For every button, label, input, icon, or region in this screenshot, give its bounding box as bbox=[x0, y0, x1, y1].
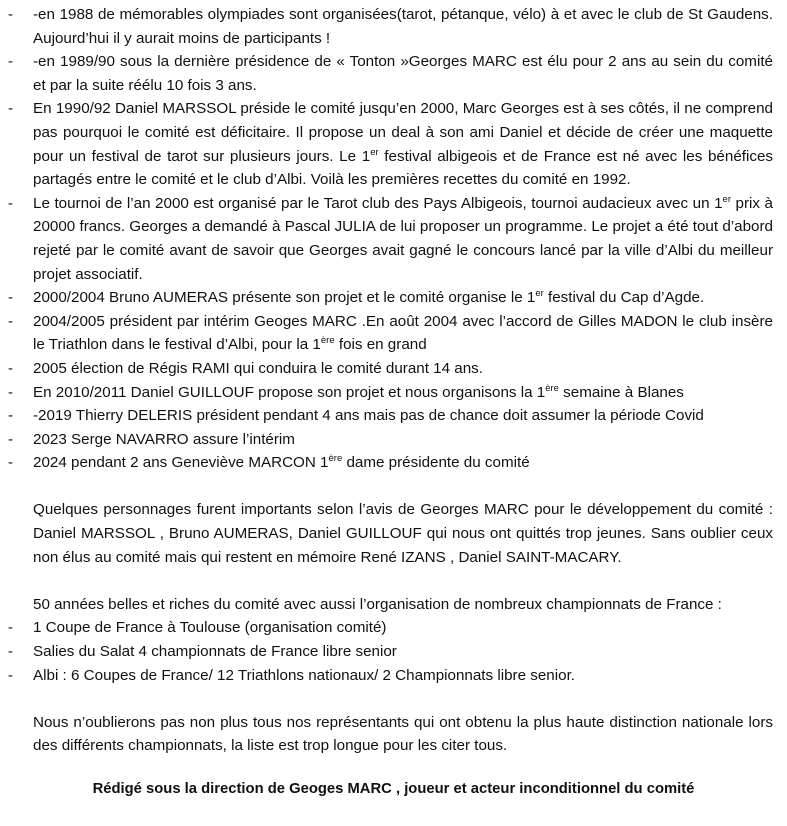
bullet-dash: - bbox=[8, 53, 14, 71]
history-text: festival albigeois et de France est né avec les bénéfices partagés entre le comité et le club d’Albi. Voilà les premières recettes du comité en 1992. bbox=[33, 147, 773, 189]
bullet-dash: - bbox=[8, 289, 14, 307]
bullet-dash: - bbox=[8, 312, 14, 330]
history-text: En 1990/92 Daniel MARSSOL préside le comité jusqu’en 2000, Marc Georges est à ses côtés, il ne comprend pas pourquoi le comité est déficitaire. Il propose un deal à son ami Daniel et décide de créer une maquette pour un festival de tarot sur plusieurs jours. Le 1 bbox=[33, 100, 773, 165]
bullet-dash: - bbox=[8, 359, 14, 377]
ordinal-superscript: er bbox=[370, 146, 379, 158]
bullet-dash: - bbox=[8, 430, 14, 448]
history-list-item bbox=[0, 381, 787, 405]
history-text: 2005 élection de Régis RAMI qui conduira le comité durant 14 ans. bbox=[33, 359, 483, 377]
history-text: Le tournoi de l’an 2000 est organisé par le Tarot club des Pays Albigeois, tournoi audacieux avec un 1 bbox=[33, 194, 723, 212]
championships-intro: 50 années belles et riches du comité avec aussi l’organisation de nombreux championnats de France : bbox=[33, 595, 722, 613]
signature-line: Rédigé sous la direction de Geoges MARC , joueur et acteur inconditionnel du comité bbox=[92, 781, 695, 797]
document-body bbox=[0, 3, 787, 802]
history-text: En 2010/2011 Daniel GUILLOUF propose son projet et nous organisons la 1 bbox=[33, 383, 546, 401]
closing-paragraph: Nous n’oublierons pas non plus tous nos représentants qui ont obtenu la plus haute distinction nationale lors des différents championnats, la liste est trop longue pour les citer tous. bbox=[33, 713, 773, 755]
history-text: fois en grand bbox=[334, 336, 427, 354]
history-text: 2023 Serge NAVARRO assure l’intérim bbox=[33, 430, 295, 448]
history-text: 2000/2004 Bruno AUMERAS présente son projet et le comité organise le 1 bbox=[33, 289, 536, 307]
ordinal-superscript: er bbox=[535, 288, 544, 300]
history-text: festival du Cap d’Agde. bbox=[543, 289, 705, 307]
history-text: dame présidente du comité bbox=[342, 454, 530, 472]
history-list bbox=[0, 3, 787, 475]
history-list-item bbox=[0, 310, 787, 357]
bullet-dash: - bbox=[8, 454, 14, 472]
history-list-item bbox=[0, 286, 787, 310]
history-text: 2024 pendant 2 ans Geneviève MARCON 1 bbox=[33, 454, 329, 472]
bullet-dash: - bbox=[8, 619, 14, 637]
history-list-item bbox=[0, 451, 787, 475]
ordinal-superscript: ère bbox=[328, 453, 343, 465]
history-list-item bbox=[0, 404, 787, 428]
championship-text: 1 Coupe de France à Toulouse (organisation comité) bbox=[33, 619, 387, 637]
important-people-paragraph: Quelques personnages furent importants selon l’avis de Georges MARC pour le développement du comité : Daniel MARSSOL , Bruno AUMERAS, Daniel GUILLOUF qui nous ont quittés trop jeunes. Sans oublier ceux non élus au comité mais qui restent en mémoire René IZANS , Daniel SAINT-MACARY. bbox=[33, 501, 773, 566]
history-list-item bbox=[0, 192, 787, 286]
bullet-dash: - bbox=[8, 100, 14, 118]
history-list-item bbox=[0, 50, 787, 97]
history-list-item bbox=[0, 357, 787, 381]
history-list-item bbox=[0, 3, 787, 50]
bullet-dash: - bbox=[8, 6, 14, 23]
bullet-dash: - bbox=[8, 666, 14, 684]
history-list-item bbox=[0, 97, 787, 191]
championship-text: Salies du Salat 4 championnats de France libre senior bbox=[33, 643, 397, 661]
championships-list bbox=[0, 616, 787, 687]
history-list-item bbox=[0, 428, 787, 452]
championship-list-item bbox=[0, 640, 787, 664]
bullet-dash: - bbox=[8, 383, 14, 401]
history-text: 2004/2005 président par intérim Geoges MARC .En août 2004 avec l’accord de Gilles MADON le club insère le Triathlon dans le festival d’Albi, pour la 1 bbox=[33, 312, 773, 354]
ordinal-superscript: ère bbox=[545, 382, 559, 394]
championship-list-item bbox=[0, 616, 787, 640]
bullet-dash: - bbox=[8, 407, 14, 425]
ordinal-superscript: er bbox=[722, 193, 731, 205]
bullet-dash: - bbox=[8, 643, 14, 661]
history-text: -en 1988 de mémorables olympiades sont organisées(tarot, pétanque, vélo) à et avec le club de St Gaudens. Aujourd’hui il y aurait moins de participants ! bbox=[33, 6, 773, 47]
ordinal-superscript: ère bbox=[320, 335, 335, 347]
history-text: semaine à Blanes bbox=[558, 383, 684, 401]
history-text: -en 1989/90 sous la dernière présidence de « Tonton »Georges MARC est élu pour 2 ans au sein du comité et par la suite réélu 10 fois 3 ans. bbox=[33, 53, 773, 94]
bullet-dash: - bbox=[8, 194, 14, 212]
championship-text: Albi : 6 Coupes de France/ 12 Triathlons nationaux/ 2 Championnats libre senior. bbox=[33, 666, 576, 684]
history-text: prix à 20000 francs. Georges a demandé à Pascal JULIA de lui proposer un programme. Le projet a été tout d’abord rejeté par le comité avant de savoir que Georges avait gagné le concours lancé par la ville d’Albi du meilleur projet associatif. bbox=[33, 194, 773, 283]
history-text: -2019 Thierry DELERIS président pendant 4 ans mais pas de chance doit assumer la période Covid bbox=[33, 407, 704, 425]
championship-list-item bbox=[0, 664, 787, 688]
